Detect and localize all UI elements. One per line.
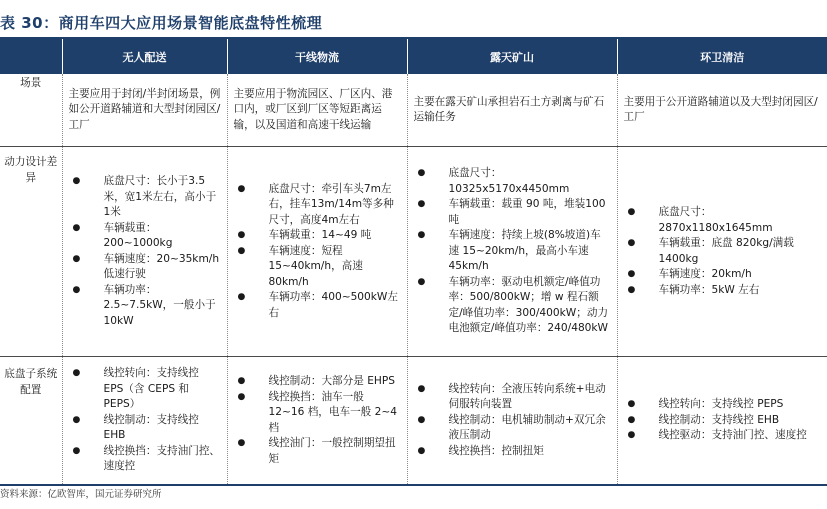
bullet-item: ● 车辆功率：5kW 左右 [624,283,822,299]
bullet-item: ● 车辆功率：驱动电机额定/峰值功率：500/800kW；增 w 程石额定/峰值功率：300/400kW；动力电池额定/峰值功率：240/480kW [414,275,611,337]
row-label: 底盘子系统配置 [0,357,62,486]
table-cell [227,147,407,357]
bullet-item: ● 线控油门：一般控制期望扭矩 [234,436,401,467]
table-cell [62,357,227,486]
bullet-list [414,166,611,337]
bullet-item: ● 底盘尺寸：牵引车头7m左右，挂车13m/14m等多种尺寸，高度4m左右 [234,182,401,229]
bullet-list [234,182,401,322]
table-cell [407,147,617,357]
bullet-list [624,205,822,298]
source-note: 资料来源：亿欧智库，国元证券研究所 [0,489,162,500]
table-cell [407,357,617,486]
bullet-item: ● 线控转向：全液压转向系统+电动伺服转向装置 [414,382,611,413]
bullet-item: ● 线控制动：电机辅助制动+双冗余液压制动 [414,413,611,444]
bullet-item: ● 车辆速度：短程15~40km/h，高速80km/h [234,244,401,291]
header-cell-blank [0,39,62,74]
bullet-list [69,366,221,475]
bullet-item: ● 线控换挡：控制扭矩 [414,444,611,460]
bullet-list [234,374,401,467]
table-cell: 主要应用于物流园区、厂区内、港口内，或厂区到厂区等短距离运输，以及国道和高速干线运输 [227,74,407,147]
header-cell-mining: 露天矿山 [407,39,617,74]
bullet-list [624,397,822,444]
bullet-item: ● 底盘尺寸：长小于3.5米，宽1米左右，高小于1米 [69,174,221,221]
bullet-item: ● 底盘尺寸：2870x1180x1645mm [624,205,822,236]
header-cell-delivery: 无人配送 [62,39,227,74]
table-cell: 主要在露天矿山承担岩石土方剥离与矿石运输任务 [407,74,617,147]
table-row-power [0,147,827,357]
header-cell-sanitation: 环卫清洁 [617,39,827,74]
bullet-item: ● 线控转向：支持线控 PEPS [624,397,822,413]
header-row [0,39,827,74]
bullet-item: ● 车辆功率：400~500kW左右 [234,290,401,321]
bullet-item: ● 车辆功率：2.5~7.5kW，一般小于 10kW [69,283,221,330]
bullet-item: ● 线控驱动：支持油门控、速度控 [624,428,822,444]
bullet-item: ● 线控制动：大部分是 EHPS [234,374,401,390]
comparison-table [0,39,827,486]
table-row-scenario [0,74,827,147]
bullet-item: ● 车辆速度：持续上坡(8%坡道)车速 15~20km/h，最高小车速 45km/h [414,228,611,275]
bullet-item: ● 线控制动：支持线控 EHB [624,413,822,429]
table-title: 表 30：商用车四大应用场景智能底盘特性梳理 [0,14,323,32]
bullet-item: ● 线控转向：支持线控 EPS（含 CEPS 和 PEPS） [69,366,221,413]
table-cell: 主要用于公开道路辅道以及大型封闭园区/工厂 [617,74,827,147]
header-cell-logistics: 干线物流 [227,39,407,74]
bullet-item: ● 车辆速度：20~35km/h 低速行驶 [69,252,221,283]
table-cell: 主要应用于封闭/半封闭场景，例如公开道路辅道和大型封闭园区/工厂 [62,74,227,147]
bullet-item: ● 线控换挡：支持油门控、速度控 [69,444,221,475]
table-cell [617,147,827,357]
table-cell [227,357,407,486]
bullet-item: ● 车辆载重：载重 90 吨，堆装100 吨 [414,197,611,228]
bullet-item: ● 线控制动：支持线控 EHB [69,413,221,444]
row-label: 场景 [0,74,62,147]
bullet-item: ● 车辆载重：200~1000kg [69,221,221,252]
table-cell [617,357,827,486]
bullet-item: ● 车辆载重：14~49 吨 [234,228,401,244]
table-row-chassis [0,357,827,486]
bullet-item: ● 车辆载重：底盘 820kg/满载 1400kg [624,236,822,267]
bullet-item: ● 车辆速度：20km/h [624,267,822,283]
bullet-item: ● 线控换挡：油车一般 12~16 档，电车一般 2~4 档 [234,390,401,437]
bullet-item: ● 底盘尺寸：10325x5170x4450mm [414,166,611,197]
bullet-list [414,382,611,460]
row-label: 动力设计差异 [0,147,62,357]
table-cell [62,147,227,357]
bullet-list [69,174,221,329]
